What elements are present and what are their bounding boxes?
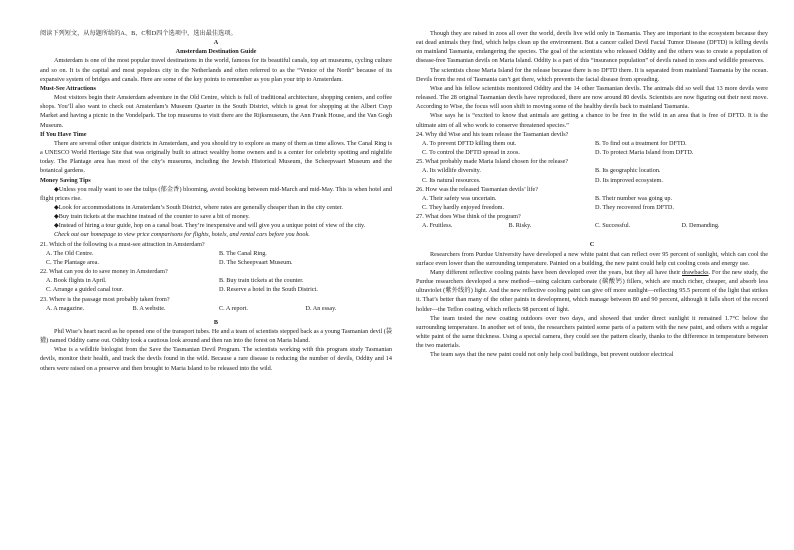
option-b[interactable]: B. A website. <box>132 304 166 312</box>
heading-if-time: If You Have Time <box>40 130 87 138</box>
question-stem: 23. Where is the passage most probably taken from? <box>40 295 170 303</box>
tip-1: ◆Unless you really want to see the tulips (郁金香) blooming, avoid booking between mid-March and mid-May. This is when hotel and flight prices rise. <box>40 185 392 202</box>
option-a[interactable]: A. To prevent DFTD killing them out. <box>422 139 517 147</box>
passage-a-letter: A <box>213 39 219 47</box>
passage-b-para-2: Wise is a wildlife biologist from the Save the Tasmanian Devil Program. The scientists working with this program study Tasmanian devils, monitor their health, and track the devils found in the wild. Because a rare disease is reducing the number of devils, Oddity and 14 others were raised on a preserve and then brought to Maria Island to be released into the wild. <box>40 346 392 372</box>
option-a[interactable]: A. The Old Centre. <box>46 249 94 257</box>
question-stem: 27. What does Wise think of the program? <box>416 213 521 221</box>
option-d[interactable]: D. To protect Maria Island from DFTD. <box>595 149 694 157</box>
question-27 <box>416 212 768 230</box>
option-c[interactable]: C. The Plantage area. <box>46 258 99 266</box>
passage-c-para-2 <box>416 268 768 314</box>
question-26 <box>416 185 768 212</box>
option-c[interactable]: C. To control the DFTD spread in zoos. <box>422 149 520 157</box>
left-column <box>40 29 392 373</box>
option-c[interactable]: C. Successful. <box>595 222 631 230</box>
option-b[interactable]: B. Buy train tickets at the counter. <box>219 277 304 285</box>
tip-4: ◆Instead of hiring a tour guide, hop on a canal boat. They’re inexpensive and will give you a unique point of view of the city. <box>54 222 366 230</box>
option-c[interactable]: C. They hardly enjoyed freedom. <box>422 203 505 211</box>
passage-b-para-5: Wise and his fellow scientists monitored Oddity and the 14 other Tasmanian devils. The animals did so well that 13 more devils were released. The 28 original Tasmanian devils have reproduced, there are now around 80 devils. Scientists are now figuring out their next move. According to Wise, the focus will soon shift to moving some of the healthy devils back to mainland Tasmania. <box>416 84 768 111</box>
passage-c-para-3: The team tested the new coating outdoors over two days, and showed that under direct sunlight it remained 1.7°C below the surrounding temperature. In another set of tests, the researchers painted some parts of a pattern with the new paint, and others with a regular white paint of the same thickness. Using a special camera, they could see the pattern clearly, thanks to the difference in temperature between the two materials. <box>416 314 768 350</box>
option-d[interactable]: D. Reserve a hotel in the South District. <box>219 286 318 294</box>
question-21 <box>40 240 392 267</box>
underlined-word-drawbacks: drawbacks <box>682 268 709 276</box>
passage-a-para-2: There are several other unique districts in Amsterdam, and you should try to explore as many of them as time allows. The Canal Ring is a UNESCO World Heritage Site that was originally built to attract wealthy home owners and is a center for celebrity spotting and nightlife today. The Plantage area has most of the city’s museums, including the Jewish Historical Museum, the Scheepvaart Museum and the botanical gardens. <box>40 139 392 175</box>
option-c[interactable]: C. Arrange a guided canal tour. <box>46 286 124 294</box>
para-text: . For the new study, the Purdue researchers developed a new method—using calcium carbonate (碳酸钙) fillers, which are much richer, cheaper, and absorb less ultraviolet (紫外线的) light. And the new reflective cooling paint can give off more sunlight—reflecting 95.5 percent of the light that strikes it. That’s better than many of the other paints in development, which manage between 80 and 90 percent, although it falls short of the record holder—the Teflon coating, which reflects 98 percent of light. <box>416 268 768 313</box>
option-c[interactable]: C. A report. <box>219 304 248 312</box>
passage-a-para-1: Most visitors begin their Amsterdam adventure in the Old Centre, which is full of traditional architecture, shopping centers, and coffee shops. You’ll also want to check out Amsterdam’s Museum Quarter in the South District, which is great for shopping at the Albert Cuyp Market and having a picnic in the Vondelpark. The top museums to visit there are the Rijksmuseum, the Ann Frank House, and the Van Gogh Museum. <box>40 94 392 129</box>
passage-b-para-4: The scientists chose Maria Island for the release because there is no DFTD there. It is separated from mainland Tasmania by the ocean. Devils from the rest of Tasmania can’t get there, which prevents the facial disease from spreading. <box>416 66 768 83</box>
para-text: Many different reflective cooling paints have been developed over the years, but they all have their <box>430 268 683 276</box>
passage-c-para-1: Researchers from Purdue University have developed a new white paint that can reflect over 95 percent of sunlight, which can cool the surface even lower than the surrounding temperature. Painted on a building, the new paint could help cut cooling costs and energy use. <box>416 250 768 267</box>
passage-b-para-3: Though they are raised in zoos all over the world, devils live wild only in Tasmania. They are important to the ecosystem because they eat dead animals they find, which helps clean up the environment. But a cancer called Devil Facial Tumor Disease (DFTD) is killing devils on mainland Tasmania, endangering the species. The goal of the scientists who released Oddity and the others was to create a population of disease-free Tasmanian devils on Maria Island. Oddity is a part of this “insurance population” of devils raised in zoos and wildlife preserves. <box>416 30 768 65</box>
option-b[interactable]: B. Their number was going up. <box>595 194 673 202</box>
question-stem: 25. What probably made Maria Island chosen for the release? <box>416 158 569 166</box>
passage-b-letter: B <box>213 318 219 326</box>
question-stem: 22. What can you do to save money in Amsterdam? <box>40 268 168 276</box>
passage-c-letter: C <box>589 241 595 249</box>
passage-a-intro: Amsterdam is one of the most popular travel destinations in the world, famous for its beautiful canals, top art museums, cycling culture and so on. It is the capital and most populous city in the Netherlands and often referred to as the “Venice of the North” because of its expansive system of bridges and canals. Here are some of the key points to remember as you plan your trip to Amsterdam. <box>40 57 392 83</box>
option-d[interactable]: D. An essay. <box>305 304 337 312</box>
option-d[interactable]: D. Its improved ecosystem. <box>595 176 663 184</box>
instruction: 阅读下列短文，从每题所给的A、B、C和D四个选项中，选出最佳选项。 <box>40 30 237 37</box>
passage-b-para-1: Phil Wise’s heart raced as he opened one of the transport tubes. He and a team of scientists stepped back as a young Tasmanian devil (袋獾) named Oddity came out. Oddity took a cautious look around and then ran into the forest on Maria Island. <box>40 328 392 345</box>
question-stem: 21. Which of the following is a must-see attraction in Amsterdam? <box>40 240 205 248</box>
passage-c-para-4: The team says that the new paint could not only help cool buildings, but prevent outdoor electrical <box>430 351 674 359</box>
option-d[interactable]: D. Demanding. <box>681 222 720 230</box>
right-column <box>416 29 768 359</box>
question-23 <box>40 295 392 313</box>
option-b[interactable]: B. Risky. <box>508 222 532 230</box>
option-b[interactable]: B. Its geographic location. <box>595 167 661 175</box>
option-d[interactable]: D. The Scheepvaart Museum. <box>219 258 293 266</box>
question-stem: 24. Why did Wise and his team release the Tasmanian devils? <box>416 130 569 138</box>
option-a[interactable]: A. Their safety was uncertain. <box>422 194 497 202</box>
option-b[interactable]: B. To find out a treatment for DFTD. <box>595 139 687 147</box>
passage-a-title: Amsterdam Destination Guide <box>175 48 257 56</box>
tip-3: ◆Buy train tickets at the machine instead of the counter to save a bit of money. <box>54 213 250 221</box>
heading-money-tips: Money Saving Tips <box>40 176 91 184</box>
passage-a-footer: Check out our homepage to view price comparisons for flights, hotels, and rental cars before you book. <box>54 231 310 239</box>
question-25 <box>416 157 768 184</box>
passage-b-para-6: Wise says he is “excited to know that animals are getting a chance to be free in the wild in an area that is free of DFTD. It is the ultimate aim of all who work to conserve threatened species.” <box>416 112 768 129</box>
option-a[interactable]: A. Its wildlife diversity. <box>422 167 481 175</box>
question-stem: 26. How was the released Tasmanian devils’ life? <box>416 185 539 193</box>
option-a[interactable]: A. A magazine. <box>46 304 85 312</box>
option-d[interactable]: D. They recovered from DFTD. <box>595 203 674 211</box>
heading-must-see: Must-See Attractions <box>40 84 96 92</box>
option-c[interactable]: C. Its natural resources. <box>422 176 481 184</box>
question-24 <box>416 130 768 157</box>
option-a[interactable]: A. Fruitless. <box>422 222 453 230</box>
tip-2: ◆Look for accommodations in Amsterdam’s South District, where rates are generally cheaper than in the city center. <box>54 203 343 211</box>
question-22 <box>40 267 392 294</box>
option-a[interactable]: A. Book flights in April. <box>46 277 107 285</box>
option-b[interactable]: B. The Canal Ring. <box>219 249 267 257</box>
